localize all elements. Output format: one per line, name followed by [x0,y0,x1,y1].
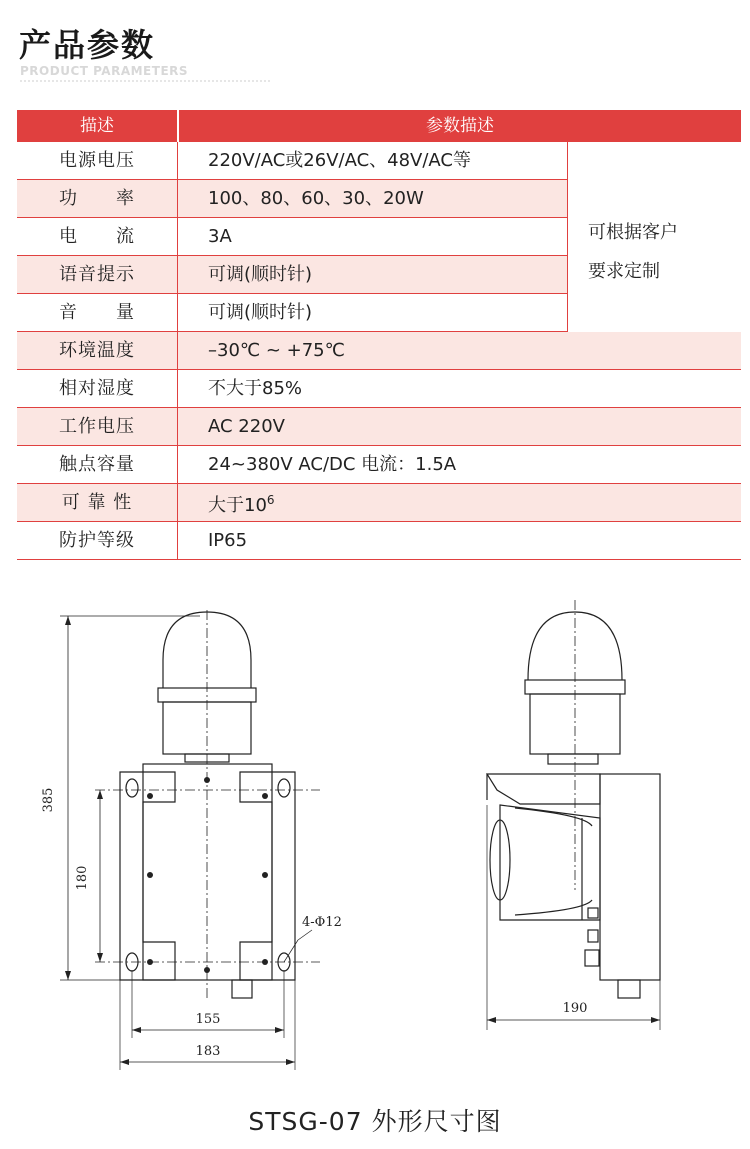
page-title: 产品参数 [19,26,156,64]
side-box [600,774,660,980]
dim-155: 155 [195,1012,221,1027]
figure-caption: STSG-07 外形尺寸图 [248,1107,502,1136]
header-parameter: 参数描述 [426,116,494,136]
page-subtitle: PRODUCT PARAMETERS [20,64,189,78]
row-value: –30℃ ~ +75℃ [208,340,345,361]
customization-note [567,142,742,332]
leader-line [298,930,312,940]
row-value: 24~380V AC/DC 电流：1.5A [208,454,457,475]
row-label: 语音提示 [17,256,178,293]
mount-hole [278,779,290,797]
side-cable-gland [618,980,640,998]
side-lamp-neck [548,754,598,764]
mount-hole [126,779,138,797]
table-row [17,522,741,560]
row-value: IP65 [208,530,248,551]
front-view [41,610,342,1070]
dim-385: 385 [41,787,56,813]
row-label: 可 靠 性 [17,484,178,521]
row-value: AC 220V [208,416,285,437]
row-label: 工作电压 [17,408,178,445]
row-value: 不大于85% [208,378,303,399]
row-value: 可调(顺时针) [208,302,313,323]
table-row [17,332,741,370]
hole-label: 4-Φ12 [302,915,342,930]
row-value: 100、80、60、30、20W [208,188,424,209]
row-label: 触点容量 [17,446,178,483]
row-label: 相对湿度 [17,370,178,407]
header-description: 描述 [17,110,179,142]
row-label: 环境温度 [17,332,178,369]
terminal [585,950,599,966]
leader-line [284,940,298,962]
terminal [588,930,598,942]
subtitle-divider [20,80,270,82]
terminal [588,908,598,918]
customization-note-line1: 可根据客户 [588,222,678,243]
reliability-exponent: 6 [266,492,275,507]
row-value: 3A [208,226,232,247]
cable-gland [232,980,252,998]
front-body [143,764,272,980]
row-label: 电源电压 [17,142,178,179]
table-row [17,408,741,446]
dim-180: 180 [75,865,90,891]
row-label: 电 流 [17,218,178,255]
row-value: 可调(顺时针) [208,264,313,285]
table-row [17,484,741,522]
row-label: 音 量 [17,294,178,331]
table-header [17,110,741,142]
top-bracket [487,774,600,804]
customization-note-line2: 要求定制 [588,261,660,282]
row-label: 防护等级 [17,522,178,559]
horn-body [500,805,600,920]
dim-190: 190 [562,1001,588,1016]
reliability-base: 大于10 [208,494,267,516]
table-row [17,446,741,484]
row-label: 功 率 [17,180,178,217]
row-value: 220V/AC或26V/AC、48V/AC等 [208,150,471,171]
dim-183: 183 [195,1044,221,1059]
table-row [17,370,741,408]
parameter-table [17,110,741,560]
dimension-drawing [0,590,750,1100]
row-value [178,482,275,524]
horn-curve [515,900,592,915]
horn-curve [515,808,592,826]
side-view [487,600,660,1030]
